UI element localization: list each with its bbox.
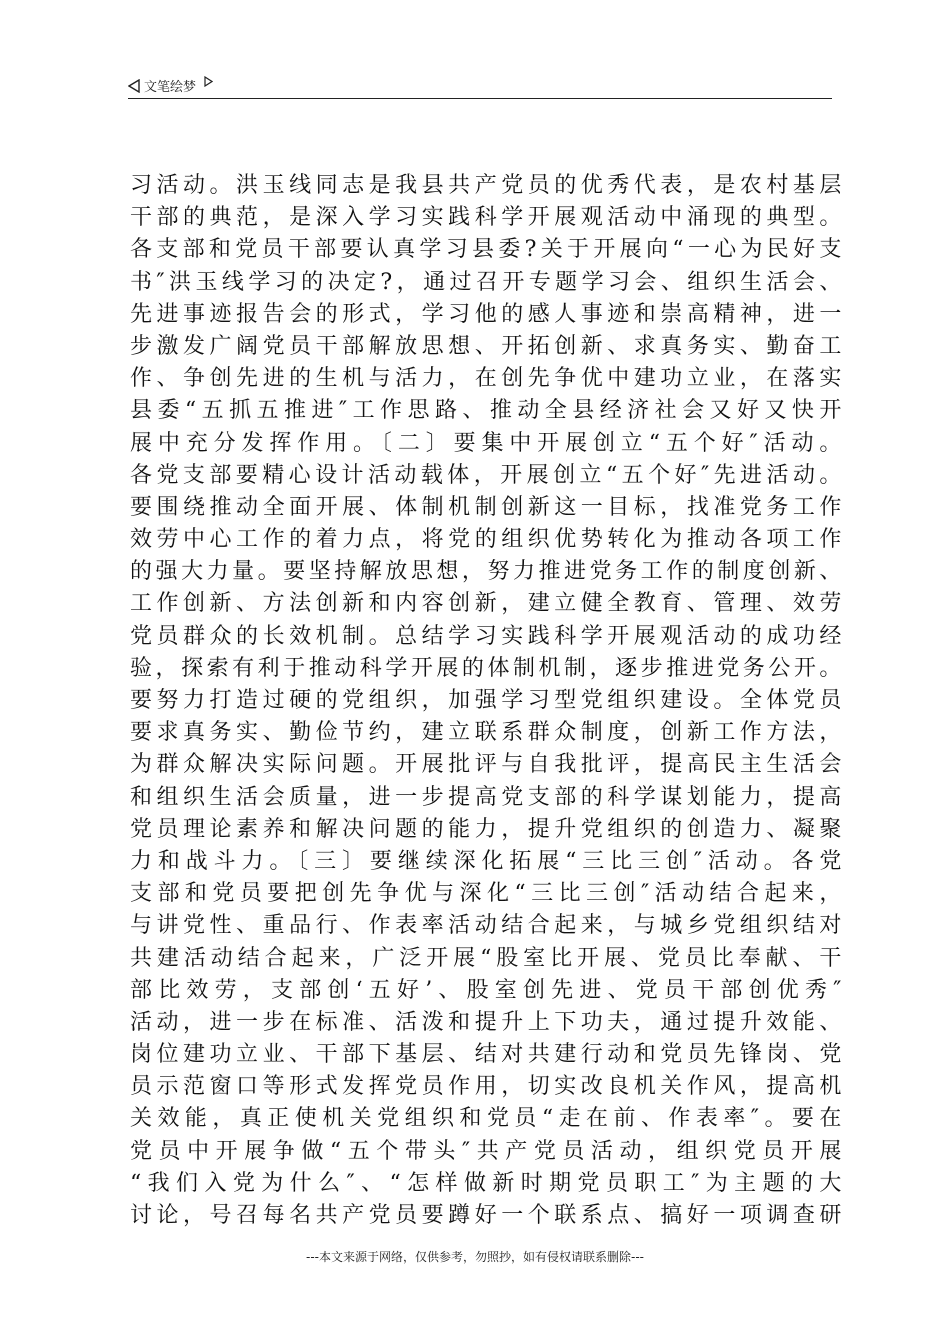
body-line: 先进事迹报告会的形式，学习他的感人事迹和崇高精神，进一: [130, 301, 842, 327]
body-line: 要努力打造过硬的党组织，加强学习型党组织建设。全体党员: [130, 688, 842, 713]
body-line: 要求真务实、勤俭节约，建立联系群众制度，创新工作方法，: [130, 720, 842, 746]
body-line: 党员理论素养和解决问题的能力，提升党组织的创造力、凝聚: [130, 816, 842, 842]
body-line: “我们入党为什么″、“怎样做新时期党员职工″为主题的大: [130, 1170, 842, 1196]
body-line: 工作创新、方法创新和内容创新，建立健全教育、管理、效劳: [130, 591, 842, 617]
body-line: 力和战斗力。〔三〕要继续深化拓展“三比三创″活动。各党: [130, 848, 842, 874]
body-line: 活动，进一步在标准、活泼和提升上下功夫，通过提升效能、: [130, 1009, 842, 1035]
body-line: 展中充分发挥作用。〔二〕要集中开展创立“五个好″活动。: [130, 430, 842, 456]
document-body: [130, 170, 842, 1232]
body-line: 的强大力量。要坚持解放思想，努力推进党务工作的制度创新、: [130, 559, 842, 585]
body-line: 党员中开展争做“五个带头″共产党员活动，组织党员开展: [130, 1138, 842, 1164]
body-line: 共建活动结合起来，广泛开展“股室比开展、党员比奉献、干: [130, 945, 842, 971]
body-line: 习活动。洪玉线同志是我县共产党员的优秀代表，是农村基层: [130, 173, 842, 198]
body-line: 各支部和党员干部要认真学习县委?关于开展向“一心为民好支: [130, 237, 842, 263]
body-line: 效劳中心工作的着力点，将党的组织优势转化为推动各项工作: [130, 527, 842, 553]
body-line: 各党支部要精心设计活动载体，开展创立“五个好″先进活动。: [130, 462, 842, 488]
body-line: 员示范窗口等形式发挥党员作用，切实改良机关作风，提高机: [130, 1074, 842, 1100]
body-line: 为群众解决实际问题。开展批评与自我批评，提高民主生活会: [130, 752, 842, 778]
body-line: 步激发广阔党员干部解放思想、开拓创新、求真务实、勤奋工: [130, 333, 842, 359]
body-line: 党员群众的长效机制。总结学习实践科学开展观活动的成功经: [130, 623, 842, 649]
body-line: 干部的典范，是深入学习实践科学开展观活动中涌现的典型。: [130, 205, 842, 231]
header-brand: 文笔绘梦: [144, 80, 197, 95]
page-header: [128, 72, 832, 99]
body-line: 作、争创先进的生机与活力，在创先争优中建功立业，在落实: [130, 366, 842, 392]
body-line: 岗位建功立业、干部下基层、结对共建行动和党员先锋岗、党: [130, 1042, 842, 1068]
right-triangle-icon: [204, 76, 213, 87]
body-line: 与讲党性、重品行、作表率活动结合起来，与城乡党组织结对: [130, 913, 842, 939]
body-line: 关效能，真正使机关党组织和党员“走在前、作表率″。要在: [130, 1106, 842, 1132]
body-line: 验，探索有利于推动科学开展的体制机制，逐步推进党务公开。: [130, 655, 842, 681]
body-line: 讨论，号召每名共产党员要蹲好一个联系点、搞好一项调查研: [130, 1203, 842, 1228]
body-line: 书″洪玉线学习的决定?，通过召开专题学习会、组织生活会、: [130, 269, 842, 295]
header-brand-group: [128, 76, 213, 95]
body-line: 支部和党员要把创先争优与深化“三比三创″活动结合起来，: [130, 881, 842, 907]
body-line: 和组织生活会质量，进一步提高党支部的科学谋划能力，提高: [130, 784, 842, 810]
footer-disclaimer: ---本文来源于网络，仅供参考，勿照抄，如有侵权请联系删除---: [306, 1250, 644, 1264]
body-line: 部比效劳，支部创‘五好’、股室创先进、党员干部创优秀″: [130, 977, 842, 1003]
body-line: 要围绕推动全面开展、体制机制创新这一目标，找准党务工作: [130, 494, 842, 520]
body-line: 县委“五抓五推进″工作思路、推动全县经济社会又好又快开: [130, 398, 842, 424]
left-triangle-icon: [128, 79, 140, 93]
